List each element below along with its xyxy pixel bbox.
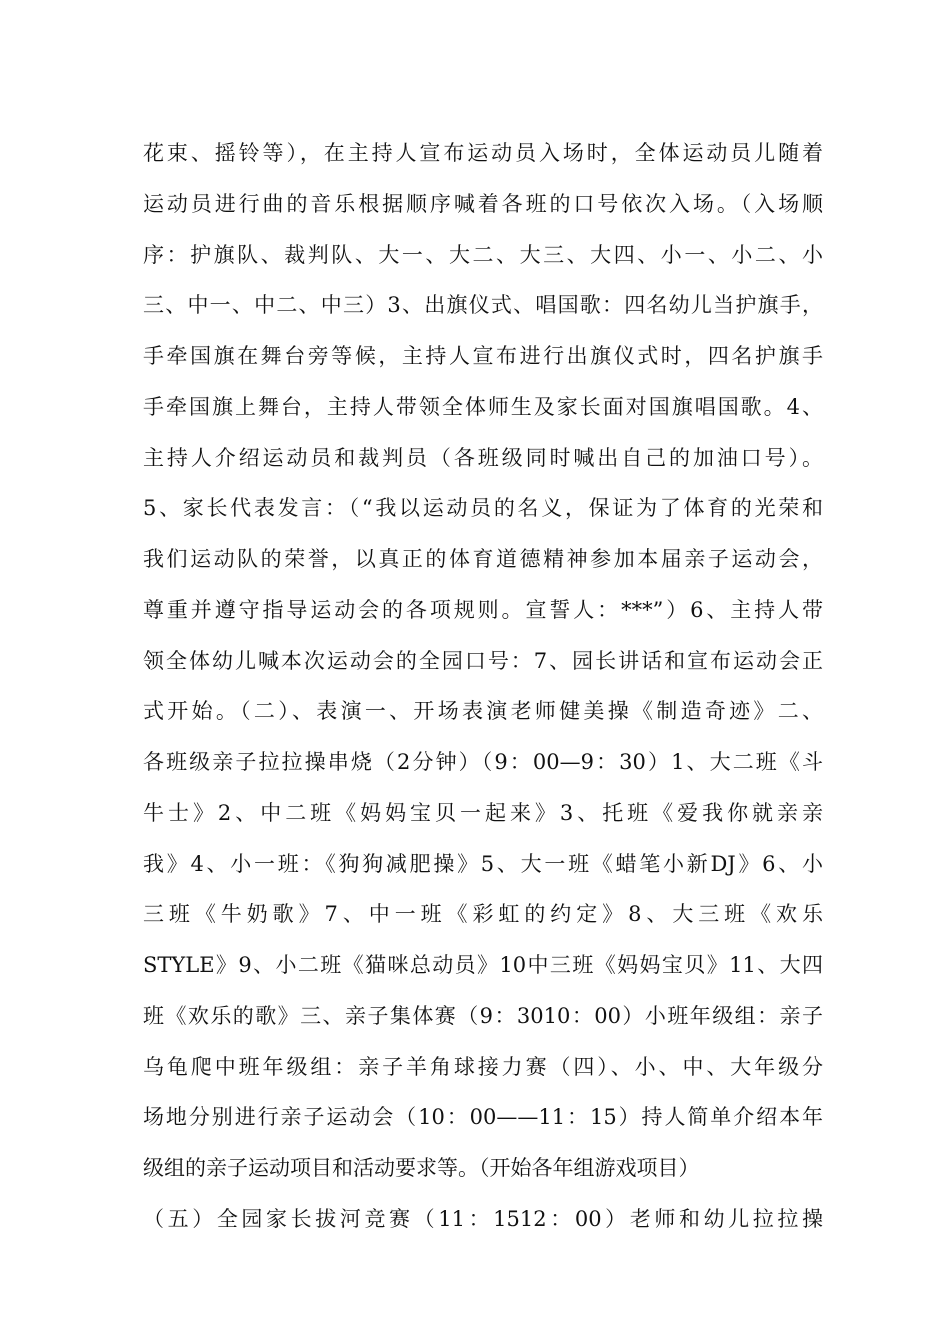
text-line-5: 手牵国旗在舞台旁等候，主持人宣布进行出旗仪式时，四名护旗手 — [143, 344, 823, 368]
text-line-1: 花束、摇铃等），在主持人宣布运动员入场时，全体运动员儿随着 — [143, 141, 823, 165]
text-line-2: 运动员进行曲的音乐根据顺序喊着各班的口号依次入场。（入场顺 — [143, 191, 823, 216]
document-body — [143, 128, 823, 1245]
text-line-13: 各班级亲子拉拉操串烧（2分钟）（9：00—9：30）1、大二班《斗 — [143, 750, 823, 774]
text-line-9: 我们运动队的荣誉，以真正的体育道德精神参加本届亲子运动会， — [143, 547, 823, 571]
text-line-19: 乌龟爬中班年级组：亲子羊角球接力赛（四）、小、中、大年级分 — [143, 1054, 823, 1079]
text-line-14: 牛士》2、中二班《妈妈宝贝一起来》3、托班《爱我你就亲亲 — [143, 800, 823, 825]
text-line-15: 我》4、小一班：《狗狗减肥操》5、大一班《蜡笔小新DJ》6、小 — [143, 851, 823, 876]
text-line-4: 三、中一、中二、中三）3、出旗仪式、唱国歌：四名幼儿当护旗手， — [143, 293, 823, 318]
text-line-17: STYLE》9、小二班《猫咪总动员》10中三班《妈妈宝贝》11、大四 — [143, 953, 823, 977]
text-line-12: 式开始。（二）、表演一、开场表演老师健美操《制造奇迹》二、 — [143, 699, 823, 724]
text-line-8: 5、家长代表发言：（“我以运动员的名义，保证为了体育的光荣和 — [143, 496, 823, 521]
text-line-16: 三班《牛奶歌》7、中一班《彩虹的约定》8、大三班《欢乐 — [143, 902, 823, 927]
text-line-11: 领全体幼儿喊本次运动会的全园口号：7、园长讲话和宣布运动会正 — [143, 648, 823, 673]
text-line-10: 尊重并遵守指导运动会的各项规则。宣誓人：***”）6、主持人带 — [143, 597, 823, 622]
text-line-7: 主持人介绍运动员和裁判员（各班级同时喊出自己的加油口号）。 — [143, 445, 823, 470]
text-line-21: 级组的亲子运动项目和活动要求等。（开始各年组游戏项目） — [143, 1156, 700, 1180]
text-line-3: 序：护旗队、裁判队、大一、大二、大三、大四、小一、小二、小 — [143, 242, 823, 267]
text-line-20: 场地分别进行亲子运动会（10：00——11：15）持人简单介绍本年 — [143, 1105, 823, 1130]
text-line-6: 手牵国旗上舞台，主持人带领全体师生及家长面对国旗唱国歌。4、 — [143, 394, 823, 419]
text-line-22: （五）全园家长拔河竞赛（11：1512：00）老师和幼儿拉拉操 — [143, 1206, 823, 1231]
text-line-18: 班《欢乐的歌》三、亲子集体赛（9：3010：00）小班年级组：亲子 — [143, 1003, 823, 1028]
